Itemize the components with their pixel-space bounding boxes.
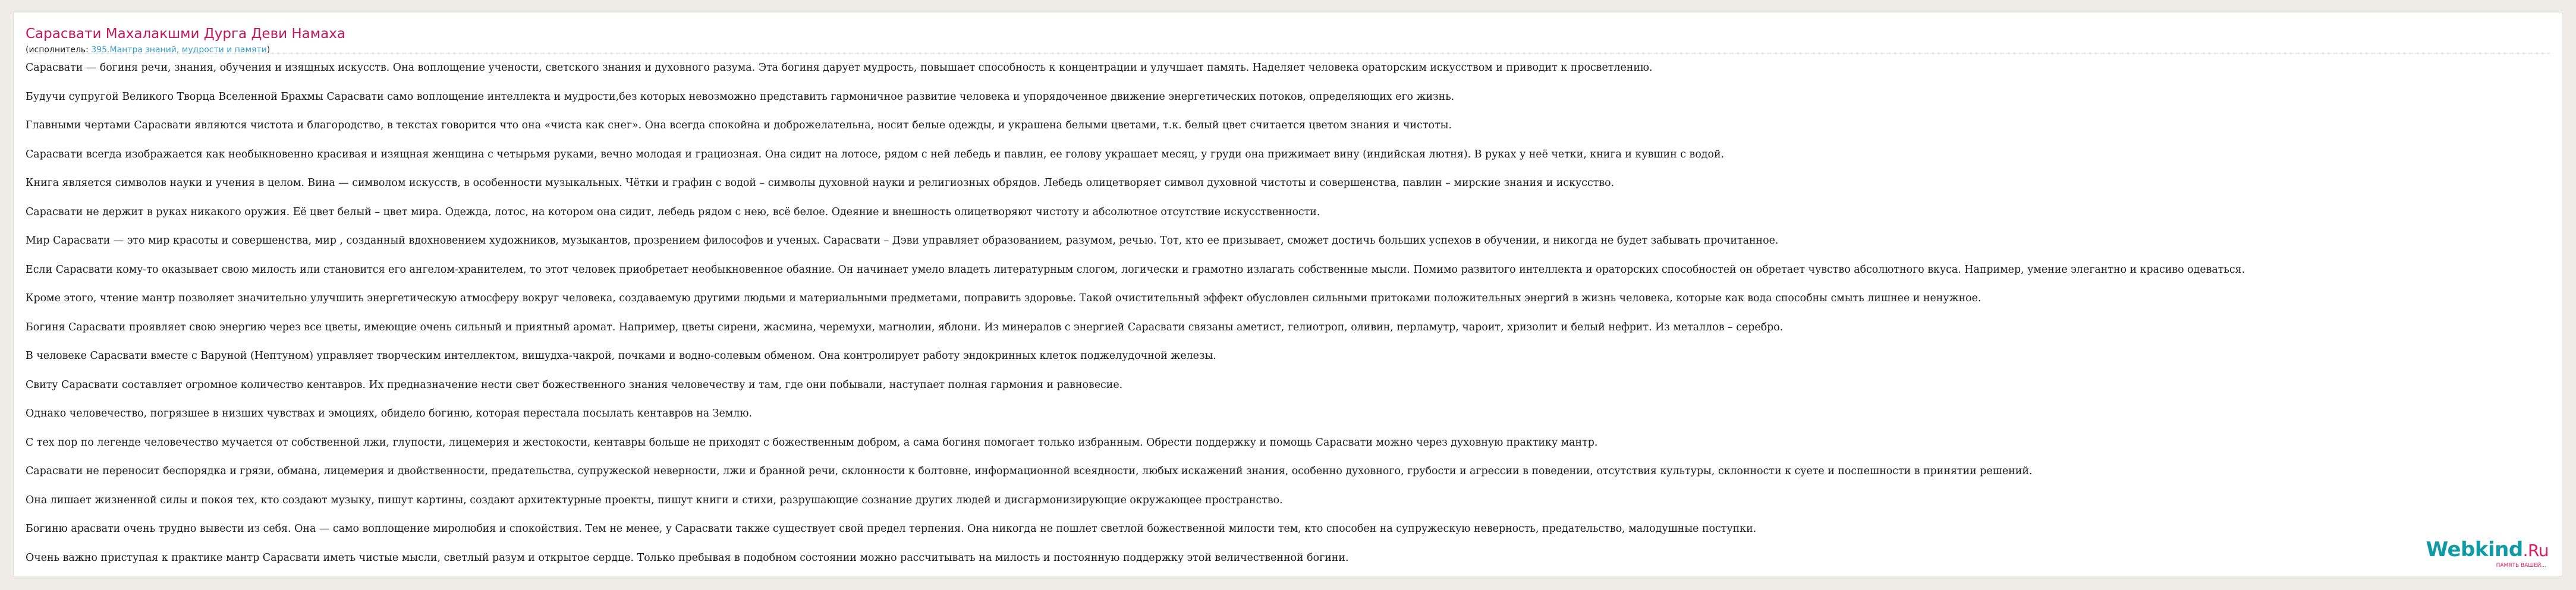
paragraph: Богиню арасвати очень трудно вывести из себя. Она — само воплощение миролюбия и спокойствия. Тем не менее, у Сарасвати также существует свой предел терпения. Она никогда не пошлет светлой божественной милости тем, кто способен на супружескую неверность, предательство, малодушные поступки. (26, 523, 1757, 535)
paragraph: Сарасвати не переносит беспорядка и грязи, обмана, лицемерия и двойственности, предательства, супружеской неверности, лжи и бранной речи, склонности к болтовне, информационной всеядности, любых искажений знания, особенно духовного, грубости и агрессии в поведении, отсутствия культуры, склонности к суете и поспешности в принятии решений. (26, 465, 2033, 477)
page-title: Сарасвати Махалакшми Дурга Деви Намаха (26, 26, 345, 42)
paragraph: Кроме этого, чтение мантр позволяет значительно улучшить энергетическую атмосферу вокруг человека, создаваемую другими людьми и материальными предметами, поправить здоровье. Такой очистительный эффект обусловлен сильными притоками положительных энергий в жизнь человека, которые как вода способны смыть лишнее и ненужное. (26, 292, 1981, 304)
paragraph: Главными чертами Сарасвати являются чистота и благородство, в текстах говорится что она «чиста как снег». Она всегда спокойна и доброжелательна, носит белые одежды, и украшена белыми цветами, т.к. белый цвет считается цветом знания и чистоты. (26, 119, 1452, 131)
paragraph: Свиту Сарасвати составляет огромное количество кентавров. Их предназначение нести свет божественного знания человечеству и там, где они побывали, наступает полная гармония и равновесие. (26, 378, 1123, 391)
paragraph: Богиня Сарасвати проявляет свою энергию через все цветы, имеющие очень сильный и приятный аромат. Например, цветы сирени, жасмина, черемухи, магнолии, яблони. Из минералов с энергией Сарасвати связаны аметист, гелиотроп, оливин, перламутр, чароит, хризолит и белый нефрит. Из металлов – серебро. (26, 321, 1784, 333)
performer-line (26, 45, 2550, 55)
paragraph: Очень важно приступая к практике мантр Сарасвати иметь чистые мысли, светлый разум и открытое сердце. Только пребывая в подобном состоянии можно рассчитывать на милость и постоянную поддержку этой величественной богини. (26, 551, 1349, 564)
page-header (26, 26, 2550, 55)
performer-prefix: (исполнитель: (26, 45, 92, 55)
paragraph: Она лишает жизненной силы и покоя тех, кто создают музыку, пишут картины, создают архитектурные проекты, пишут книги и стихи, разрушающие сознание других людей и дисгармонизирующие окружающее пространство. (26, 494, 1283, 506)
paragraph: В человеке Сарасвати вместе с Варуной (Нептуном) управляет творческим интеллектом, вишудха-чакрой, почками и водно-солевым обменом. Она контролирует работу эндокринных клеток поджелудочной железы. (26, 350, 1216, 362)
logo-brand: Webkind (2426, 538, 2523, 561)
paragraph: Сарасвати — богиня речи, знания, обучения и изящных искусств. Она воплощение учености, светского знания и духовного разума. Эта богиня дарует мудрость, повышает способность к концентрации и улучшает память. Наделяет человека ораторским искусством и приводит к просветлению. (26, 62, 1653, 74)
logo-tagline: ПАМЯТЬ ВАШЕЙ... (2496, 563, 2546, 569)
logo-wordmark (2406, 538, 2549, 563)
content-page (13, 12, 2562, 576)
paragraph: Если Сарасвати кому-то оказывает свою милость или становится его ангелом-хранителем, то этот человек приобретает необыкновенное обаяние. Он начинает умело владеть литературным слогом, логически и грамотно излагать собственные мысли. Помимо развитого интеллекта и ораторских способностей он обретает чувство абсолютного вкуса. Например, умение элегантно и красиво одеваться. (26, 263, 2245, 276)
logo-domain: .Ru (2522, 541, 2549, 560)
paragraph: Сарасвати не держит в руках никакого оружия. Её цвет белый – цвет мира. Одежда, лотос, на котором она сидит, лебедь рядом с нею, всё белое. Одеяние и внешность олицетворяют чистоту и абсолютное отсутствие искусственности. (26, 206, 1320, 218)
performer-suffix: ) (266, 45, 271, 55)
paragraph: Сарасвати всегда изображается как необыкновенно красивая и изящная женщина с четырьмя руками, вечно молодая и грациозная. Она сидит на лотосе, рядом с ней лебедь и павлин, ее голову украшает месяц, у груди она прижимает вину (индийская лютня). В руках у неё четки, книга и кувшин с водой. (26, 148, 1725, 160)
paragraph: Будучи супругой Великого Творца Вселенной Брахмы Сарасвати само воплощение интеллекта и мудрости,без которых невозможно представить гармоничное развитие человека и упорядоченное движение энергетических потоков, определяющих его жизнь. (26, 90, 1455, 103)
paragraph: Книга является символов науки и учения в целом. Вина — символом искусств, в особенности музыкальных. Чётки и графин с водой – символы духовной науки и религиозных обрядов. Лебедь олицетворяет символ духовной чистоты и совершенства, павлин – мирские знания и искусство. (26, 177, 1615, 189)
webkind-logo[interactable] (2406, 538, 2549, 569)
paragraph: С тех пор по легенде человечество мучается от собственной лжи, глупости, лицемерия и жестокости, кентавры больше не приходят с божественным добром, а сама богиня помогает только избранным. Обрести поддержку и помощь Сарасвати можно через духовную практику мантр. (26, 436, 1598, 449)
paragraph: Однако человечество, погрязшее в низших чувствах и эмоциях, обидело богиню, которая перестала посылать кентавров на Землю. (26, 408, 753, 419)
article-body (26, 61, 2562, 576)
performer-link[interactable]: 395.Мантра знаний, мудрости и памяти (91, 45, 267, 55)
paragraph: Мир Сарасвати — это мир красоты и совершенства, мир , созданный вдохновением художников, музыкантов, прозрением философов и ученых. Сарасвати – Дэви управляет образованием, разумом, речью. Тот, кто ее призывает, сможет достичь больших успехов в обучении, и никогда не будет забывать прочитанное. (26, 235, 1779, 247)
